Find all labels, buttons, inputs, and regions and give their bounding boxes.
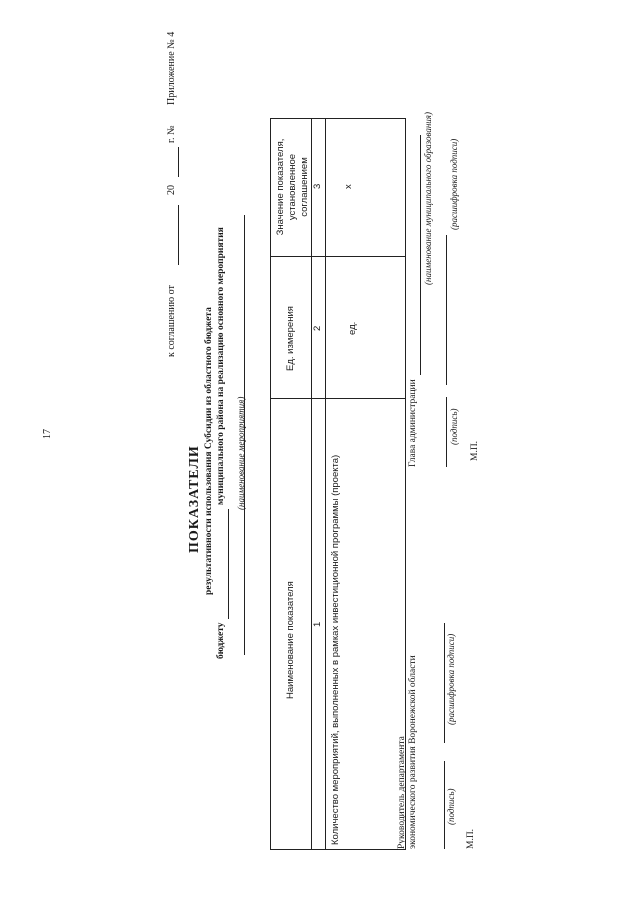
- budget-name-line: [228, 509, 229, 619]
- left-transcript-caption: (расшифровка подписи): [446, 633, 456, 725]
- column-divider-1: [271, 398, 405, 399]
- left-transcript-line: [444, 623, 445, 743]
- agreement-number-label: г. №: [166, 125, 177, 143]
- appendix-title: Приложение № 4: [166, 31, 177, 105]
- column-number-1: 1: [312, 621, 323, 627]
- agreement-date-line: [178, 205, 179, 265]
- header-indicator-name: Наименование показателя: [285, 581, 296, 699]
- left-sign-caption: (подпись): [446, 788, 456, 825]
- left-stamp: М.П.: [466, 828, 476, 849]
- row-unit: ед.: [347, 321, 358, 335]
- right-sign-caption: (подпись): [449, 408, 459, 445]
- page-title: ПОКАЗАТЕЛИ: [187, 445, 202, 553]
- indicators-table: [270, 118, 406, 850]
- heading-line-2-suffix: муниципального района на реализацию основного мероприятия: [216, 227, 226, 505]
- row-indicator-name: [329, 405, 342, 845]
- left-signer-title-1: Руководитель департамента: [397, 736, 407, 849]
- agreement-prefix: к соглашению от: [166, 285, 177, 357]
- right-signer-title: Глава администрации: [408, 379, 418, 467]
- left-sign-line: [444, 761, 445, 849]
- heading-line-2-prefix: бюджету: [216, 622, 226, 659]
- page-number: 17: [42, 429, 53, 439]
- event-caption: (наименование мероприятия): [236, 396, 246, 510]
- column-number-3: 3: [312, 183, 323, 189]
- row-value: х: [343, 184, 354, 189]
- right-transcript-line: [446, 235, 447, 385]
- header-value: [275, 127, 311, 247]
- column-number-2: 2: [312, 325, 323, 331]
- header-value-text: Значение показателя, установленное соглашением: [275, 138, 310, 236]
- header-unit: Ед. измерения: [285, 306, 296, 371]
- number-row: [311, 119, 326, 849]
- agreement-year-prefix: 20: [166, 185, 177, 195]
- right-transcript-caption: (расшифровка подписи): [449, 138, 459, 230]
- row-indicator-name-text: Количество мероприятий, выполненных в рамках инвестиционной программы (проекта): [330, 454, 341, 845]
- right-stamp: М.П.: [470, 440, 480, 461]
- agreement-number-line: [178, 147, 179, 177]
- municipality-caption: (наименование муниципального образования): [423, 112, 433, 285]
- municipality-line: [420, 135, 421, 375]
- right-sign-line: [446, 397, 447, 467]
- left-signer-title-2: экономического развития Воронежской области: [408, 655, 418, 849]
- column-divider-2: [271, 256, 405, 257]
- heading-line-1: результативности использования Субсидии из областного бюджета: [204, 307, 214, 595]
